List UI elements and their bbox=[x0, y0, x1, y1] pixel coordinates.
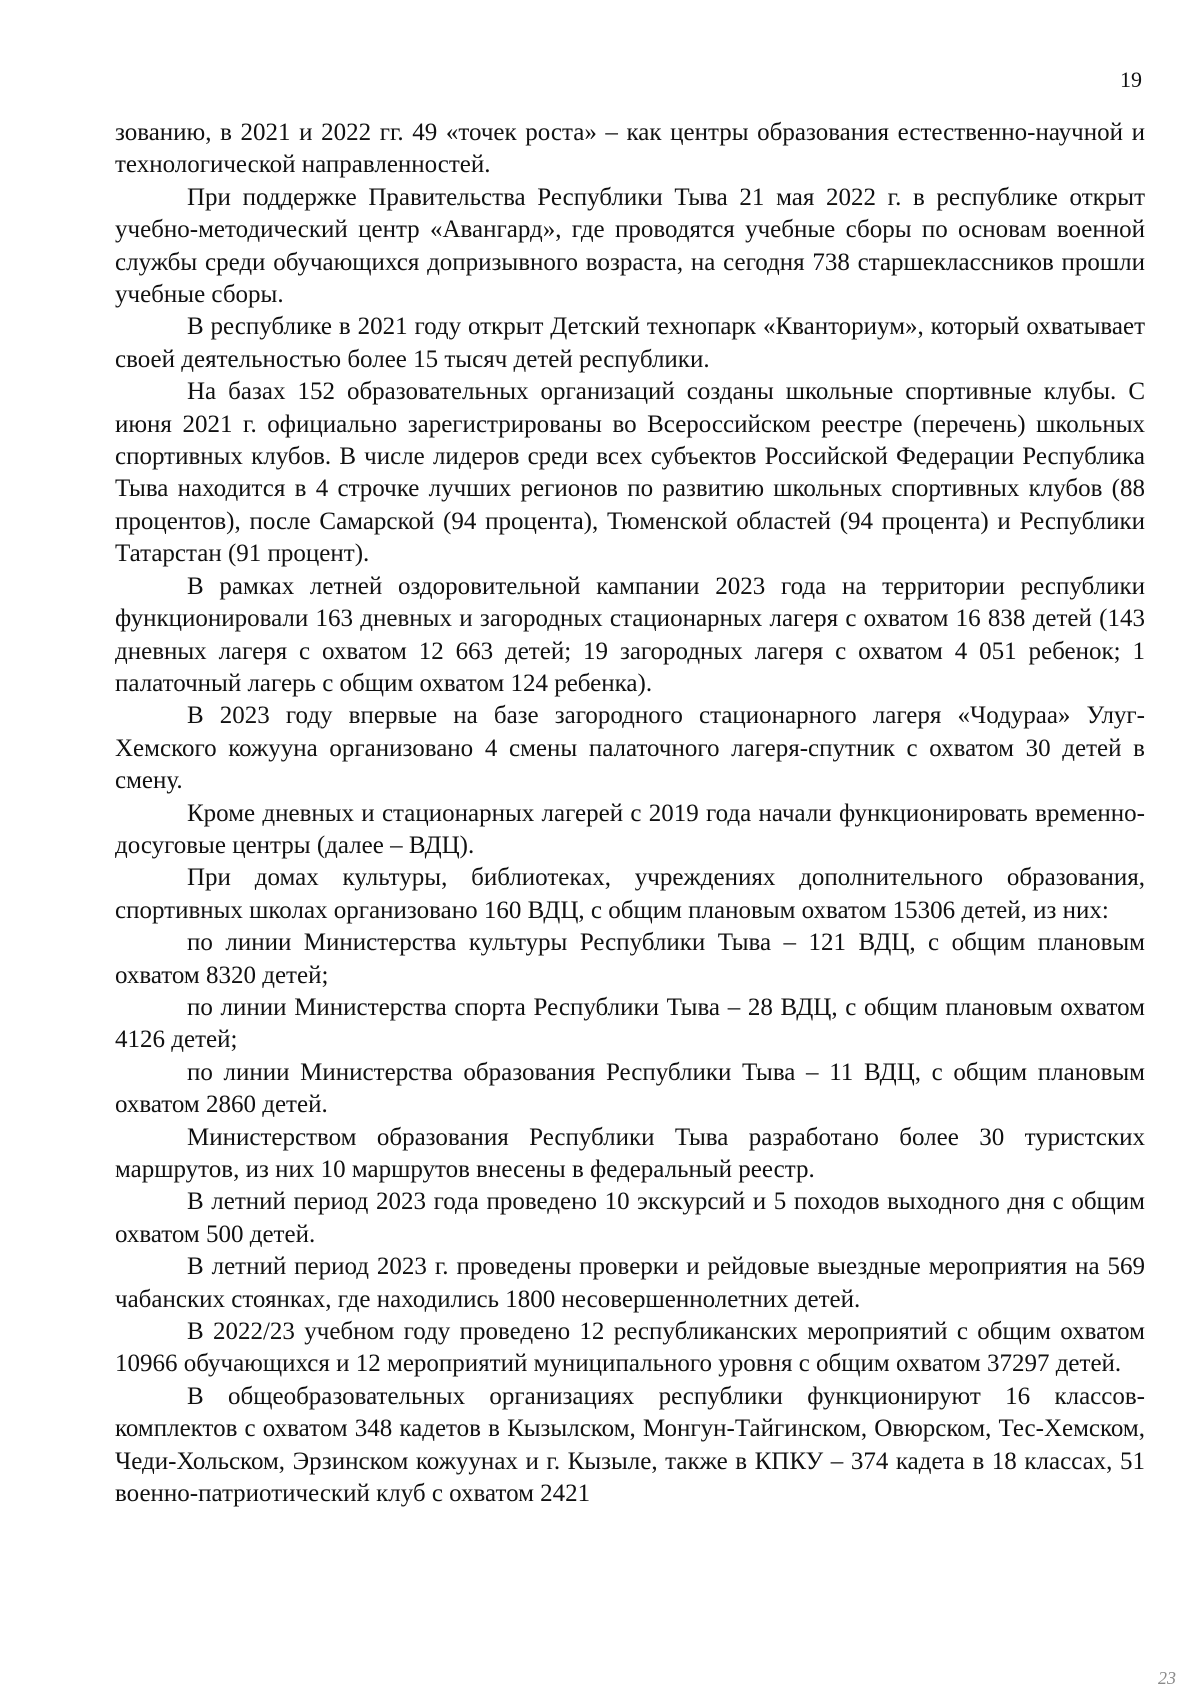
paragraph-summer-camps: В рамках летней оздоровительной кампании 2023 года на территории республики функционировали 163 дневных и загородных стационарных лагеря с охватом 16 838 детей (143 дневных лагеря с охватом 12 663 детей; 19 загородных лагеря с охватом 4 051 ребенок; 1 палаточный лагерь с общим охватом 124 ребенка). bbox=[115, 572, 1145, 697]
paragraph-continuation: зованию, в 2021 и 2022 гг. 49 «точек роста» – как центры образования естественно-научной и технологической направленностей. bbox=[115, 119, 1145, 179]
paragraph-avangard-center: При поддержке Правительства Республики Тыва 21 мая 2022 г. в республике открыт учебно-методический центр «Авангард», где проводятся учебные сборы по основам военной службы среди обучающихся допризывного возраста, на сегодня 738 старшеклассников прошли учебные сборы. bbox=[115, 183, 1145, 309]
document-body bbox=[115, 117, 1145, 1510]
paragraph-cadet-classes: В общеобразовательных организациях республики функционируют 16 классов-комплектов с охватом 348 кадетов в Кызылском, Монгун-Тайгинском, Овюрском, Тес-Хемском, Чеди-Хольском, Эрзинском кожуунах и г. Кызыле, также в КПКУ – 374 кадета в 18 классах, 51 военно-патриотический клуб с охватом 2421 bbox=[115, 1382, 1145, 1508]
paragraph-tourist-routes: Министерством образования Республики Тыва разработано более 30 туристских маршрутов, из них 10 маршрутов внесены в федеральный реестр. bbox=[115, 1123, 1145, 1183]
list-item-ministry-sport: по линии Министерства спорта Республики Тыва – 28 ВДЦ, с общим плановым охватом 4126 детей; bbox=[115, 993, 1145, 1054]
list-item-ministry-education: по линии Министерства образования Республики Тыва – 11 ВДЦ, с общим плановым охватом 2860 детей. bbox=[115, 1058, 1145, 1119]
paragraph-tent-camp: В 2023 году впервые на базе загородного стационарного лагеря «Чодураа» Улуг-Хемского кожууна организовано 4 смены палаточного лагеря-спутник с охватом 30 детей в смену. bbox=[115, 702, 1145, 795]
paragraph-vdc-intro: Кроме дневных и стационарных лагерей с 2019 года начали функционировать временно-досуговые центры (далее – ВДЦ). bbox=[115, 799, 1145, 859]
paragraph-excursions: В летний период 2023 года проведено 10 экскурсий и 5 походов выходного дня с общим охватом 500 детей. bbox=[115, 1188, 1145, 1248]
corner-handwritten-mark: 23 bbox=[1158, 1668, 1176, 1688]
paragraph-vdc-total: При домах культуры, библиотеках, учреждениях дополнительного образования, спортивных школах организовано 160 ВДЦ, с общим плановым охватом 15306 детей, из них: bbox=[115, 864, 1145, 924]
page-number: 19 bbox=[1120, 67, 1142, 92]
paragraph-shepherd-camps: В летний период 2023 г. проведены проверки и рейдовые выездные мероприятия на 569 чабанских стоянках, где находились 1800 несовершеннолетних детей. bbox=[115, 1253, 1145, 1313]
paragraph-events: В 2022/23 учебном году проведено 12 республиканских мероприятий с общим охватом 10966 обучающихся и 12 мероприятий муниципального уровня с общим охватом 37297 детей. bbox=[115, 1318, 1145, 1378]
list-item-ministry-culture: по линии Министерства культуры Республики Тыва – 121 ВДЦ, с общим плановым охватом 8320 детей; bbox=[115, 929, 1145, 989]
paragraph-sports-clubs: На базах 152 образовательных организаций созданы школьные спортивные клубы. С июня 2021 г. официально зарегистрированы во Всероссийском реестре (перечень) школьных спортивных клубов. В числе лидеров среди всех субъектов Российской Федерации Республика Тыва находится в 4 строчке лучших регионов по развитию школьных спортивных клубов (88 процентов), после Самарской (94 процента), Тюменской областей (94 процента) и Республики Татарстан (91 процент). bbox=[115, 378, 1145, 568]
paragraph-kvantorium: В республике в 2021 году открыт Детский технопарк «Кванториум», который охватывает своей деятельностью более 15 тысяч детей республики. bbox=[115, 313, 1145, 373]
